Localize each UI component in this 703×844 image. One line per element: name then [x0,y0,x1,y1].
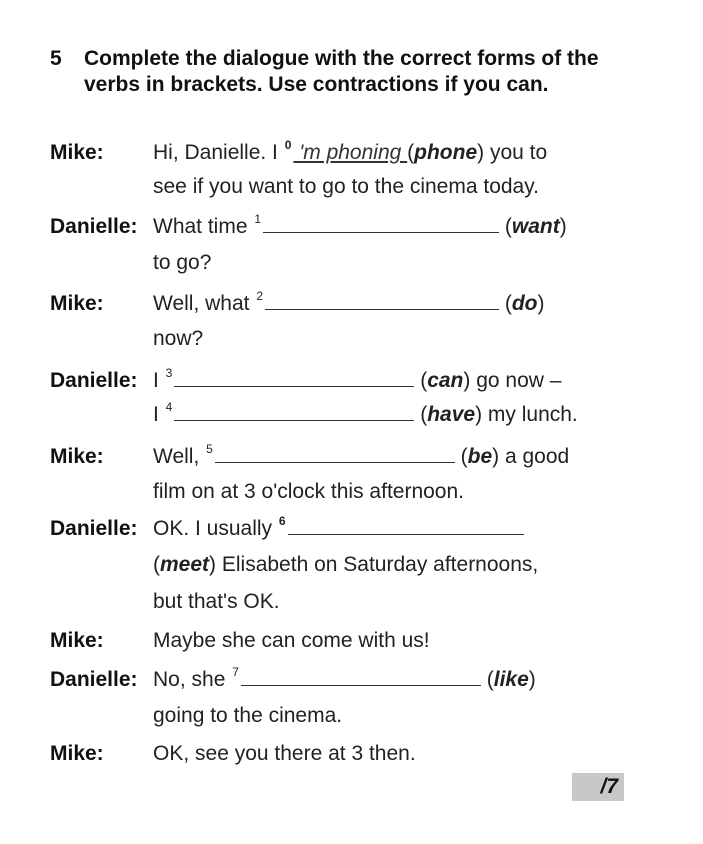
bracket-open: ( [499,215,512,238]
speaker-label: Danielle: [50,517,138,540]
dialogue-line [153,402,578,430]
answer-blank[interactable] [241,667,481,686]
speaker-label: Danielle: [50,668,138,691]
verb-hint: phone [414,141,478,164]
line-text: Hi, Danielle. I [153,141,284,164]
line-text: Well, [153,445,206,468]
dialogue-line [153,667,536,695]
dialogue-line [153,628,430,654]
line-text: Well, what [153,292,256,315]
line-text: OK, see you there at 3 then. [153,742,416,765]
bracket-open: ( [414,369,428,392]
example-answer: 'm phoning [293,141,408,164]
line-text: going to the cinema. [153,704,343,727]
verb-hint: like [493,668,529,691]
line-text: I [153,403,165,426]
speaker-label: Mike: [50,292,104,315]
speaker-label: Danielle: [50,369,138,392]
score-label: /7 [600,775,618,798]
dialogue-line [153,741,416,767]
verb-hint: want [511,215,560,238]
line-text: see if you want to go to the cinema today. [153,175,540,198]
dialogue-line [153,444,569,472]
bracket-open: ( [153,553,160,576]
speaker-label: Mike: [50,629,104,652]
dialogue-line [153,552,538,578]
item-number: 4 [165,400,173,414]
line-text: now? [153,327,204,350]
item-number: 7 [232,665,239,679]
bracket-close: ) [528,668,536,691]
line-text: ) you to [477,141,548,164]
bracket-close: ) [537,292,545,315]
dialogue-line [153,214,567,242]
item-number: 1 [254,212,262,226]
item-number: 3 [165,366,173,380]
speaker-label: Danielle: [50,215,138,238]
line-text: to go? [153,251,212,274]
score-box [572,773,624,801]
verb-hint: be [467,445,493,468]
dialogue-line [153,250,211,276]
item-number: 6 [278,514,286,528]
verb-hint: can [427,369,464,392]
bracket-open: ( [480,668,494,691]
exercise-instruction: Complete the dialogue with the correct forms of the verbs in brackets. Use contractions if you can. [84,47,599,96]
speaker-label: Mike: [50,445,104,468]
answer-blank[interactable] [174,402,414,421]
line-text: Maybe she can come with us! [153,629,430,652]
verb-hint: meet [160,553,210,576]
answer-blank[interactable] [215,444,455,463]
answer-blank[interactable] [174,368,414,387]
dialogue-line [153,516,524,544]
bracket-close: ) [559,215,567,238]
dialogue-line [153,479,464,505]
bracket-open: ( [454,445,468,468]
answer-blank[interactable] [263,214,499,233]
dialogue-line [153,140,547,168]
item-number: 0 [284,138,292,152]
line-text: but that's OK. [153,590,280,613]
line-text: No, she [153,668,232,691]
answer-blank[interactable] [265,291,499,310]
line-text: OK. I usually [153,517,278,540]
line-text: ) Elisabeth on Saturday afternoons, [209,553,539,576]
line-text: ) go now – [463,369,562,392]
verb-hint: have [427,403,476,426]
bracket-open: ( [407,141,415,164]
line-text: film on at 3 o'clock this afternoon. [153,480,465,503]
dialogue-line [153,291,545,319]
answer-blank[interactable] [288,516,524,535]
dialogue-line [153,326,203,352]
line-text: ) my lunch. [475,403,578,426]
verb-hint: do [511,292,538,315]
bracket-open: ( [499,292,512,315]
exercise-number: 5 [50,47,62,70]
dialogue-line [153,368,561,396]
line-text: ) a good [492,445,570,468]
speaker-label: Mike: [50,141,104,164]
item-number: 2 [256,289,264,303]
speaker-label: Mike: [50,742,104,765]
dialogue-line [153,703,342,729]
line-text: I [153,369,165,392]
item-number: 5 [206,442,213,456]
bracket-open: ( [414,403,428,426]
line-text: What time [153,215,254,238]
exercise-heading [50,46,630,98]
dialogue-line [153,174,539,200]
dialogue-line [153,589,280,615]
